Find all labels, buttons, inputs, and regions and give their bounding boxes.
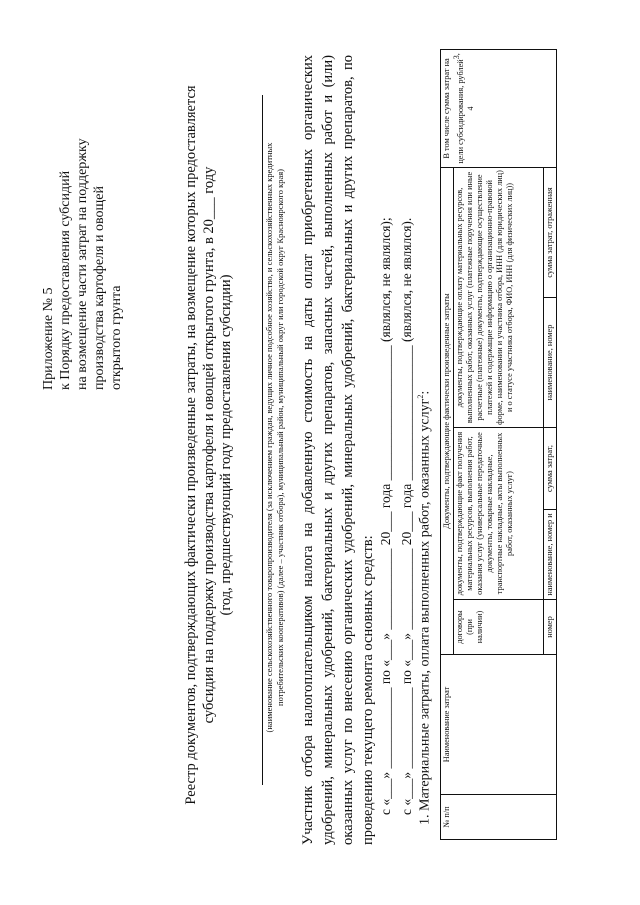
subsidy-footnote-mark: 3, 4 [452,53,475,111]
name-fill-line [262,95,263,785]
title-line: Реестр документов, подтверждающих фактически произведенные затраты, на возмещение которых предоставляется [183,85,199,805]
section-1-heading [416,391,434,825]
col-no-header: № п/п [441,795,557,840]
appendix-line: производства картофеля и овощей [92,186,107,390]
appendix-line: Приложение № 5 [41,287,56,390]
sub-header-sum: сумма затрат, [544,428,557,510]
appendix-line: открытого грунта [109,285,124,390]
period-line: с «___» ____________ по «___» ____________ 20___ года ____________________ (являлся, не являлся). [399,217,414,815]
period-lines [375,217,417,815]
col-receipt-docs-header: документы, подтверждающие факт получения материальных ресурсов, выполнения работ, оказания услуг (универсальные передаточные документы, товарные накладные, транспортные накладные, акты выполненных работ, оказанных услуг) [454,428,544,600]
subsidy-header-text: В том числе сумма затрат на цели субсидирования, рублей [442,58,465,164]
footnote-mark: 2 [416,394,425,399]
col-name-header: Наименование затрат [441,655,557,795]
sub-header-number: номер [544,600,557,655]
title-line: субсидия на поддержку производства картофеля и овощей открытого грунта, в 20___ году [200,166,217,724]
vat-paragraph: Участник отбора налогоплательщиком налога на добавленную стоимость на даты оплат приобретенных органических удобрений, минеральных удобрений, бактериальных и других препаратов, запасных частей, выполненных работ и (или) оказанных услуг по внесению органических удобрений, минеральных удобрений, бактериальных и других препаратов, по проведению текущего ремонта основных средств: [300,55,376,845]
sub-header-sum-2: сумма затрат, отраженная [544,167,557,297]
caption-line: потребительских кооперативов) (далее – участник отбора), муниципальный район, муниципальный округ или городской округ Красноярского края) [275,169,285,706]
col-contracts-header: договоры (при наличии) [454,600,544,655]
appendix-line: на возмещение части затрат на поддержку [75,138,90,390]
registry-title [183,75,236,815]
documents-group-header: Документы, подтверждающие фактически произведенные затраты [441,167,454,654]
name-caption [264,70,286,805]
sub-header-name-number-2: наименование, номер [544,298,557,428]
title-line: (год, предшествующий году предоставления субсидии) [218,274,234,616]
sub-header-name-number: наименование, номер и [544,510,557,600]
section-1-suffix: : [417,390,433,395]
col-subsidy-header [441,49,557,167]
caption-line: (наименование сельскохозяйственного товаропроизводителя (за исключением граждан, ведущих личное подсобное хозяйство, и сельскохозяйственных кредитных [264,142,274,733]
appendix-heading [40,60,125,390]
period-line: с «___» ____________ по «___» ____________ 20___ года ____________________ (являлся, не являлся); [378,217,393,815]
material-costs-table [440,49,557,840]
appendix-line: к Порядку предоставления субсидий [58,170,73,390]
section-1-text: 1. Материальные затраты, оплата выполненных работ, оказанных услуг [417,398,433,825]
col-payment-docs-header: документы, подтверждающие оплату материальных ресурсов, выполненных работ, оказанных услуг (платежные поручения или иные расчетные (платежные) документы, подтверждающие осуществление платежей и содержащие информацию о организационно-правовой форме, наименовании и участника отбора, ИНН (для юридических лиц) и о статусе участника отбора, ФИО, ИНН (для физических лиц)) [454,167,544,427]
